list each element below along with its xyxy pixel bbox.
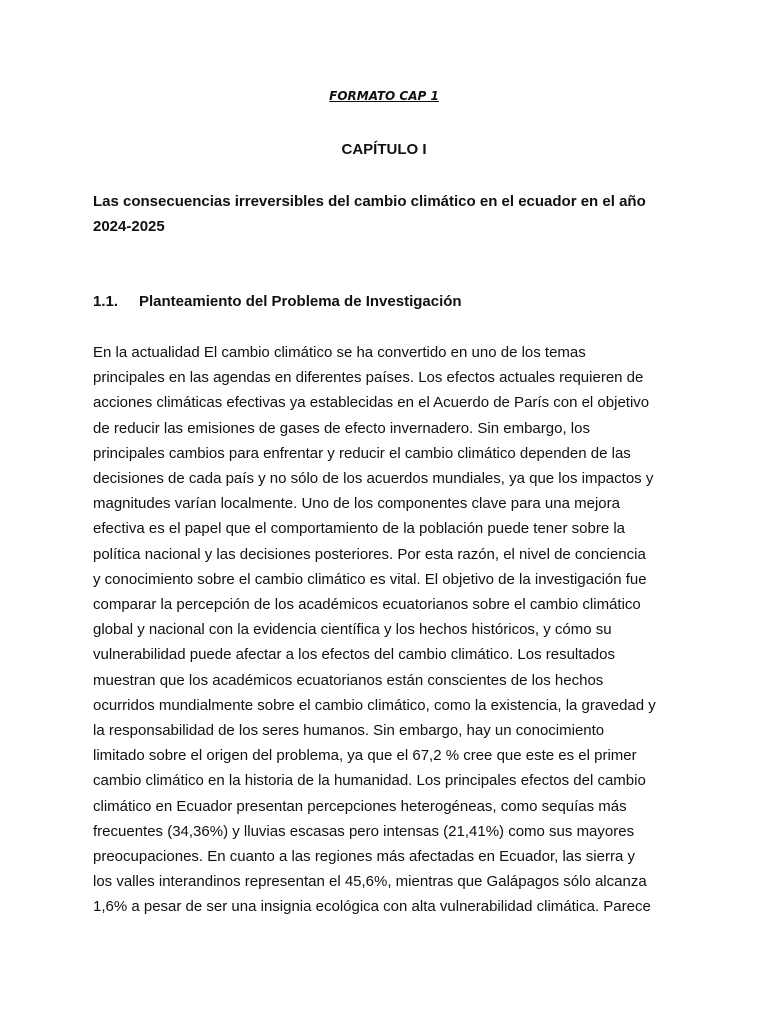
section-number: 1.1. [93, 293, 119, 310]
paragraph-line: política nacional y las decisiones posteriores. Por esta razón, el nivel de conciencia [93, 545, 646, 563]
body-paragraph [93, 340, 683, 920]
title-line: Las consecuencias irreversibles del cambio climático en el ecuador en el año [93, 193, 646, 210]
paragraph-line: global y nacional con la evidencia científica y los hechos históricos, y cómo su [93, 621, 612, 639]
paragraph-line: decisiones de cada país y no sólo de los acuerdos mundiales, ya que los impactos y [93, 470, 654, 488]
paragraph-line: En la actualidad El cambio climático se ha convertido en uno de los temas [93, 344, 586, 361]
paragraph-line: climático en Ecuador presentan percepciones heterogéneas, como sequías más [93, 797, 627, 815]
paragraph-line: y conocimiento sobre el cambio climático es vital. El objetivo de la investigación fue [93, 570, 647, 588]
paragraph-line: principales en las agendas en diferentes países. Los efectos actuales requieren de [93, 369, 644, 387]
paragraph-line: los valles interandinos representan el 45,6%, mientras que Galápagos sólo alcanza [93, 873, 647, 891]
paragraph-line: acciones climáticas efectivas ya establecidas en el Acuerdo de París con el objetivo [93, 394, 650, 412]
paragraph-line: preocupaciones. En cuanto a las regiones más afectadas en Ecuador, las sierra y [93, 848, 635, 866]
paragraph-line: ocurridos mundialmente sobre el cambio climático, como la existencia, la gravedad y [93, 696, 656, 714]
paragraph-line: muestran que los académicos ecuatorianos están conscientes de los hechos [93, 671, 604, 689]
paragraph-line: de reducir las emisiones de gases de efecto invernadero. Sin embargo, los [93, 419, 590, 437]
paragraph-line: frecuentes (34,36%) y lluvias escasas pero intensas (21,41%) como sus mayores [93, 822, 635, 840]
paragraph-line: limitado sobre el origen del problema, ya que el 67,2 % cree que este es el primer [93, 747, 637, 765]
chapter-heading: CAPÍTULO I [341, 141, 427, 158]
paragraph-line: la responsabilidad de los seres humanos. Sin embargo, hay un conocimiento [93, 722, 605, 740]
paragraph-line: efectiva es el papel que el comportamiento de la población puede tener sobre la [93, 520, 626, 538]
section-heading [93, 292, 678, 312]
paragraph-line: cambio climático en la historia de la humanidad. Los principales efectos del cambio [93, 772, 646, 790]
section-title: Planteamiento del Problema de Investigación [139, 293, 462, 310]
format-label: FORMATO CAP 1 [329, 89, 439, 103]
paragraph-line: magnitudes varían localmente. Uno de los componentes clave para una mejora [93, 495, 620, 513]
paragraph-line: principales cambios para enfrentar y reducir el cambio climático dependen de las [93, 444, 631, 462]
document-title [93, 189, 678, 239]
paragraph-line: comparar la percepción de los académicos ecuatorianos sobre el cambio climático [93, 596, 641, 614]
title-line: 2024-2025 [93, 218, 165, 235]
paragraph-line: 1,6% a pesar de ser una insignia ecológica con alta vulnerabilidad climática. Parece [93, 898, 651, 916]
paragraph-line: vulnerabilidad puede afectar a los efectos del cambio climático. Los resultados [93, 646, 615, 664]
